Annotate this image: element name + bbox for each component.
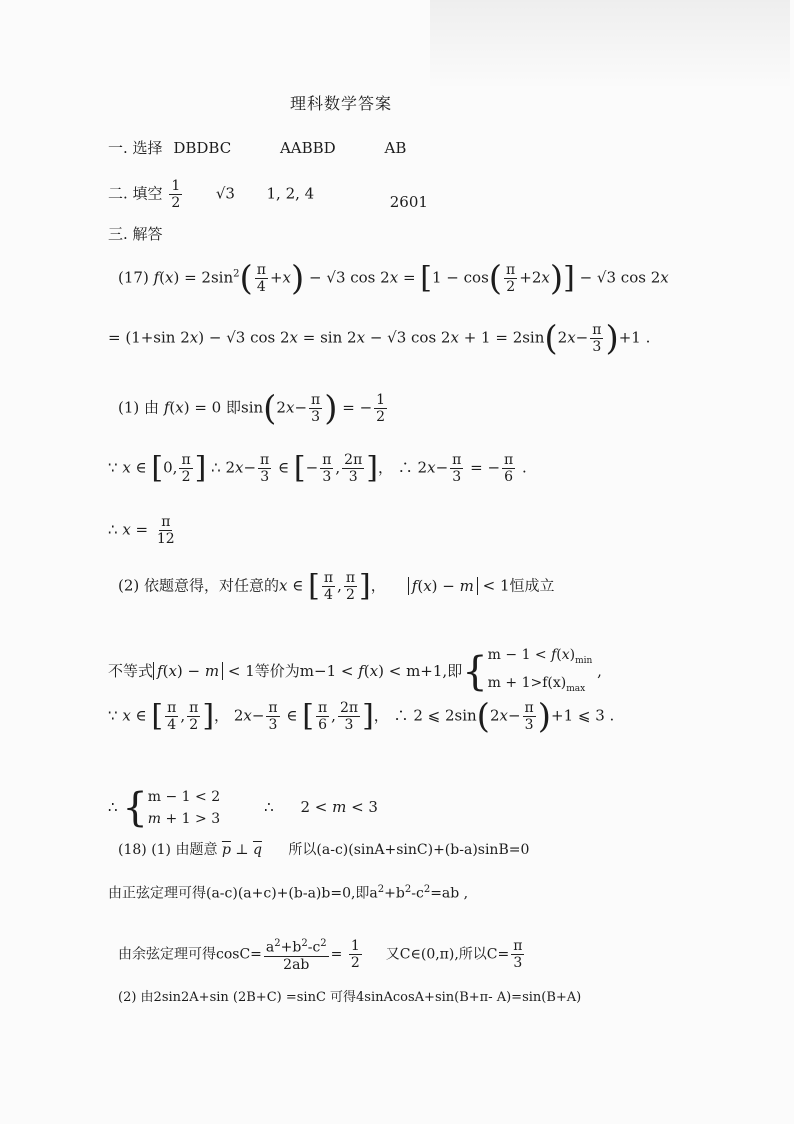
q18-line-4: (2) 由2sin2A+sin (2B+C) =sinC 可得4sinAcosA+sin(B+π- A)=sin(B+A) [118,990,582,1005]
q17-part1-line-1: (1) 由 f(x) = 0 即sin(2x− $\frac{\pi}{3}$ ) = − $\frac{1}{2}$ [118,388,386,429]
solve-label: 三. 解答 [108,225,163,243]
q17-part1-result: ∴ x = $\frac{\pi}{12}$ [108,514,175,547]
fill-answers [108,178,428,211]
choice-label: 一. 选择 [108,139,163,157]
fill-number: 2601 [389,192,428,211]
q17-line-2: = (1+sin 2x) − √3 cos 2x = sin 2x − √3 cos 2x + 1 = 2sin(2x− $\frac{\pi}{3}$ )+1 . [108,318,651,359]
fill-fraction: $\frac{1}{2}$ [171,178,181,211]
q18-line-2: 由正弦定理可得(a-c)(a+c)+(b-a)b=0,即$a^2+b^2-c^2=ab$ , [108,884,469,902]
q17-line-1: (17) $f(x) = 2\sin^2$( $\frac{\pi}{4}$ +x) − √3 cos 2x = [1 − cos( $\frac{\pi}{2}$ +2x)] − √3 cos 2x [118,258,669,299]
q17-part2-result: ∴ { m − 1 < 2 m + 1 > 3 ∴ 2 < m < 3 [108,785,378,831]
q17-part2-line-2: 不等式 f(x) − m < 1等价为m−1 < f(x) < m+1,即{ $m - 1 < f(x)_{min}$ $m + 1>f(x)_{max}$ , [108,647,602,695]
choice-answers [108,138,406,158]
choice-group-1: DBDBC [173,139,232,157]
q18-line-3: 由余弦定理可得cosC= $\frac{a^2+b^2-c^2}{2ab}$ = $\frac{1}{2}$ 又C∈(0,π),所以C= $\frac{\pi}{3}$ [118,937,523,973]
q17-part1-line-2: ∵ x ∈ [0, $\frac{\pi}{2}$ ] ∴ 2x− $\frac{\pi}{3}$ ∈ [− $\frac{\pi}{3}$ , $\frac{2\pi}{3}$ ]， ∴ 2x− $\frac{\pi}{3}$ = − $\frac{\pi}{6}$ . [108,450,527,486]
fill-label: 二. 填空 [108,184,163,203]
q17-part2-line-3: ∵ x ∈ [ $\frac{\pi}{4}$ , $\frac{\pi}{2}$ ]， 2x− $\frac{\pi}{3}$ ∈ [ $\frac{\pi}{6}$ , $\frac{2\pi}{3}$ ]， ∴ 2 ⩽ 2sin(2x− $\frac{\pi}{3}$ )+1 ⩽ 3 . [108,696,615,737]
fill-sqrt: √3 [215,184,235,203]
choice-group-3: AB [384,139,407,157]
scan-shadow [430,0,790,90]
q17-part2-line-1: (2) 依题意得，对任意的x ∈ [ $\frac{\pi}{4}$ , $\frac{\pi}{2}$ ]， f(x) − m < 1恒成立 [118,568,555,604]
fill-list: 1, 2, 4 [266,184,315,203]
q17-number: (17) [118,268,149,287]
q18-line-1: (18) (1) 由题意 $\overline{p}$ ⊥ $\overline{q}$ 所以(a-c)(sinA+sinC)+(b-a)sinB=0 [118,842,530,858]
choice-group-2: AABBD [279,139,336,157]
page-title: 理科数学答案 [290,94,393,113]
